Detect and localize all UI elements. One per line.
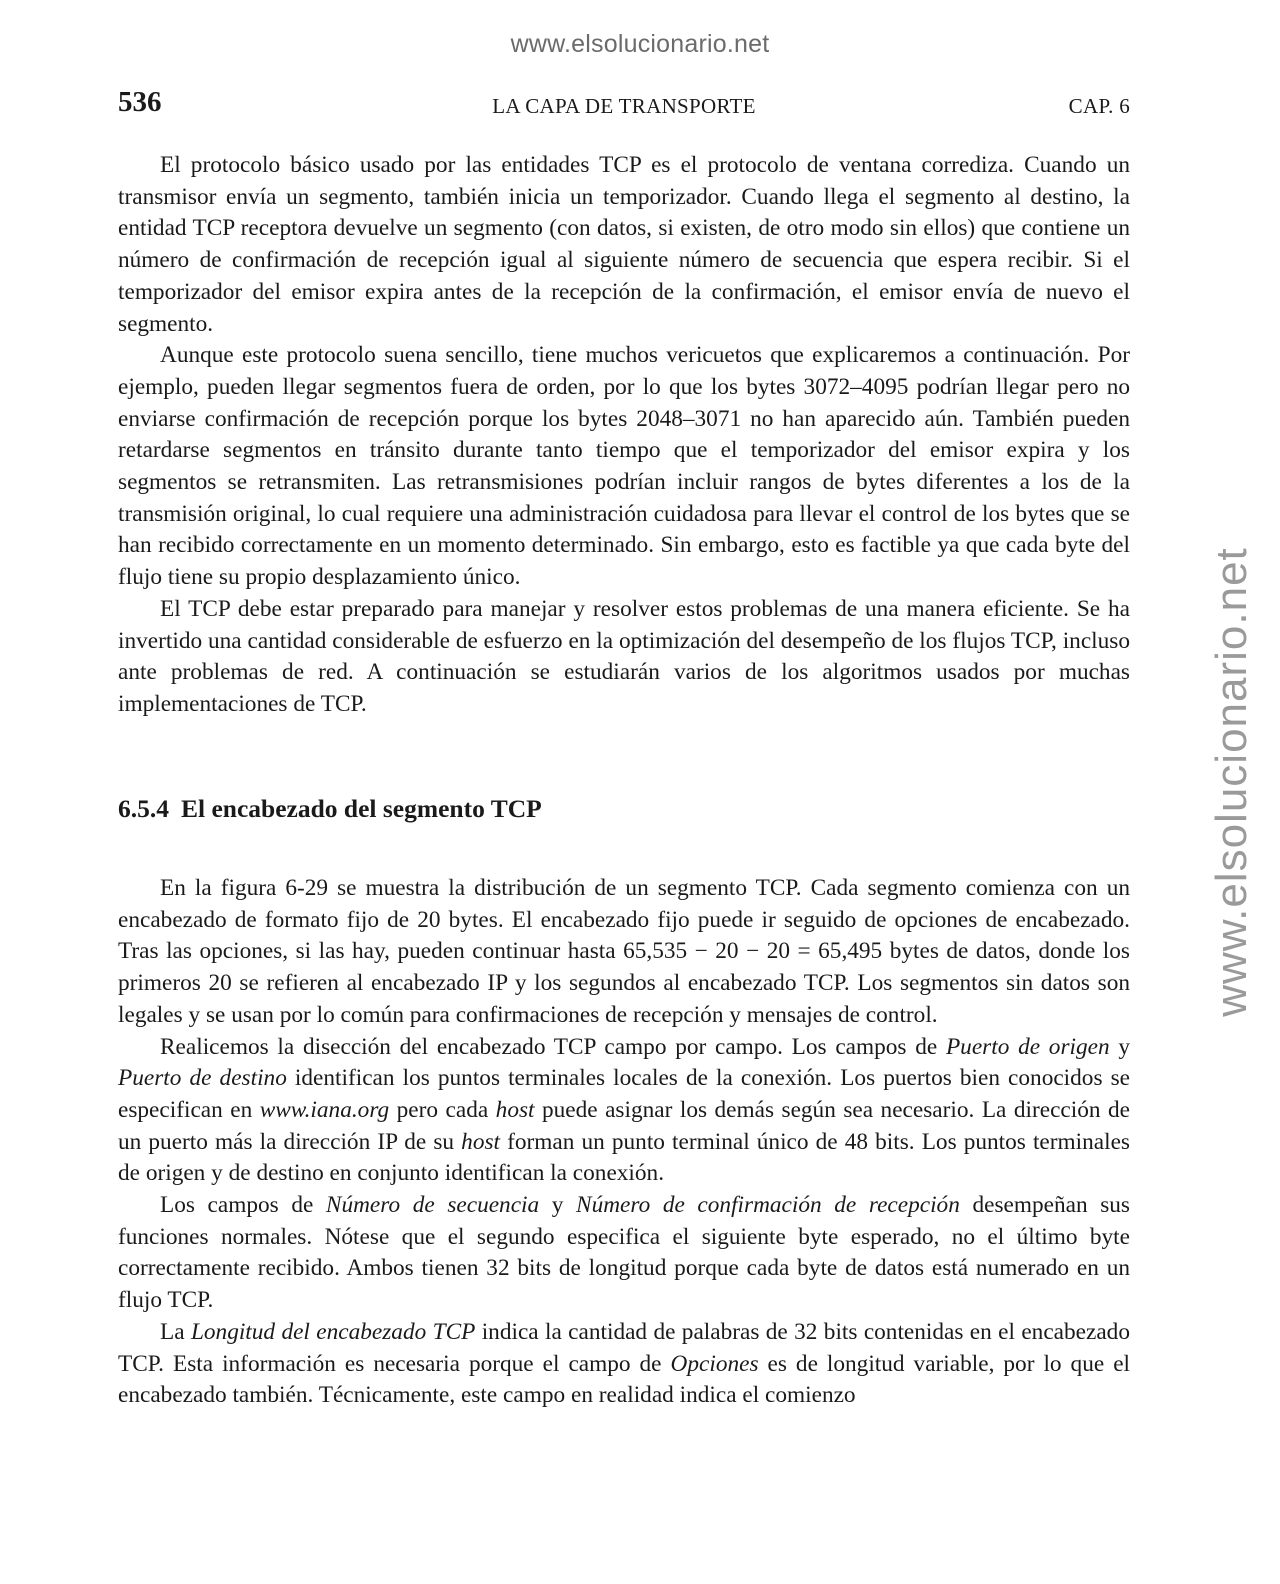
chapter-label: CAP. 6 [1068,94,1130,118]
body-text-top [118,150,1130,721]
body-text-bottom [118,873,1130,1412]
section-title: El encabezado del segmento TCP [181,794,542,823]
text-run: La [160,1318,191,1345]
italic-term: Longitud del encabezado TCP [190,1318,476,1345]
watermark-side: www.elsolucionario.net [1207,547,1256,1017]
italic-term: host [495,1096,535,1123]
italic-term: Puerto de destino [118,1065,287,1092]
paragraph [118,150,1130,340]
section-heading [118,794,542,824]
running-head [118,86,1130,126]
italic-term: Opciones [670,1350,759,1377]
text-run: El protocolo básico usado por las entidades TCP es el protocolo de ventana corrediza. Cuando un transmisor envía un segmento, también inicia un temporizador. Cuando llega el segmento al destino, la entidad TCP receptora devuelve un segmento (con datos, si existen, de otro modo sin ellos) que contiene un número de confirmación de recepción igual al siguiente número de secuencia que espera recibir. Si el temporizador del emisor expira antes de la recepción de la confirmación, el emisor envía de nuevo el segmento. [118,152,1130,337]
italic-term: host [461,1128,501,1155]
text-run: puede asignar los demás según sea necesario. La dirección de un puerto más la dirección IP de su [118,1096,1130,1155]
text-run: indica la cantidad de palabras de 32 bits contenidas en el encabezado TCP. Esta información es necesaria porque el campo de [118,1318,1130,1377]
paragraph [118,1190,1130,1317]
text-run: es de longitud variable, por lo que el encabezado también. Técnicamente, este campo en realidad indica el comienzo [118,1350,1131,1409]
text-run: y [539,1192,577,1219]
watermark-top: www.elsolucionario.net [510,30,770,58]
text-run: En la figura 6-29 se muestra la distribución de un segmento TCP. Cada segmento comienza con un encabezado de formato fijo de 20 bytes. El encabezado fijo puede ir seguido de opciones de encabezado. Tras las opciones, si las hay, pueden continuar hasta 65,535 − 20 − 20 = 65,495 bytes de datos, donde los primeros 20 se refieren al encabezado IP y los segundos al encabezado TCP. Los segmentos sin datos son legales y se usan por lo común para confirmaciones de recepción y mensajes de control. [118,875,1130,1028]
italic-term: www.iana.org [259,1096,390,1123]
italic-term: Número de confirmación de recepción [576,1192,960,1219]
italic-term: Puerto de origen [945,1033,1110,1060]
text-run: Los campos de [160,1192,326,1219]
text-run: pero cada [389,1096,496,1123]
text-run: Realicemos la disección del encabezado TCP campo por campo. Los campos de [160,1033,946,1060]
text-run: El TCP debe estar preparado para manejar y resolver estos problemas de una manera eficiente. Se ha invertido una cantidad considerable de esfuerzo en la optimización del desempeño de los flujos TCP, incluso ante problemas de red. A continuación se estudiarán varios de los algoritmos usados por muchas implementaciones de TCP. [118,595,1130,717]
paragraph [118,340,1130,594]
paragraph [118,873,1130,1032]
page-number: 536 [118,86,162,118]
text-run: Aunque este protocolo suena sencillo, tiene muchos vericuetos que explicaremos a continuación. Por ejemplo, pueden llegar segmentos fuera de orden, por lo que los bytes 3072–4095 podrían llegar pero no enviarse confirmación de recepción porque los bytes 2048–3071 no han aparecido aún. También pueden retardarse segmentos en tránsito durante tanto tiempo que el temporizador del emisor expira y los segmentos se retransmiten. Las retransmisiones podrían incluir rangos de bytes diferentes a los de la transmisión original, lo cual requiere una administración cuidadosa para llevar el control de los bytes que se han recibido correctamente en un momento determinado. Sin embargo, esto es factible ya que cada byte del flujo tiene su propio desplazamiento único. [118,342,1130,591]
paragraph [118,594,1130,721]
section-number: 6.5.4 [118,794,169,823]
running-title: LA CAPA DE TRANSPORTE [492,94,756,118]
text-run: desempeñan sus funciones normales. Nótese que el segundo especifica el siguiente byte esperado, no el último byte correctamente recibido. Ambos tienen 32 bits de longitud porque cada byte de datos está numerado en un flujo TCP. [118,1192,1130,1314]
text-run: y [1109,1033,1131,1060]
italic-term: Número de secuencia [325,1192,540,1219]
paragraph [118,1317,1130,1412]
text-run: identifican los puntos terminales locales de la conexión. Los puertos bien conocidos se especifican en [118,1065,1130,1123]
text-run: forman un punto terminal único de 48 bits. Los puntos terminales de origen y de destino en conjunto identifican la conexión. [118,1128,1130,1187]
paragraph [118,1032,1130,1191]
